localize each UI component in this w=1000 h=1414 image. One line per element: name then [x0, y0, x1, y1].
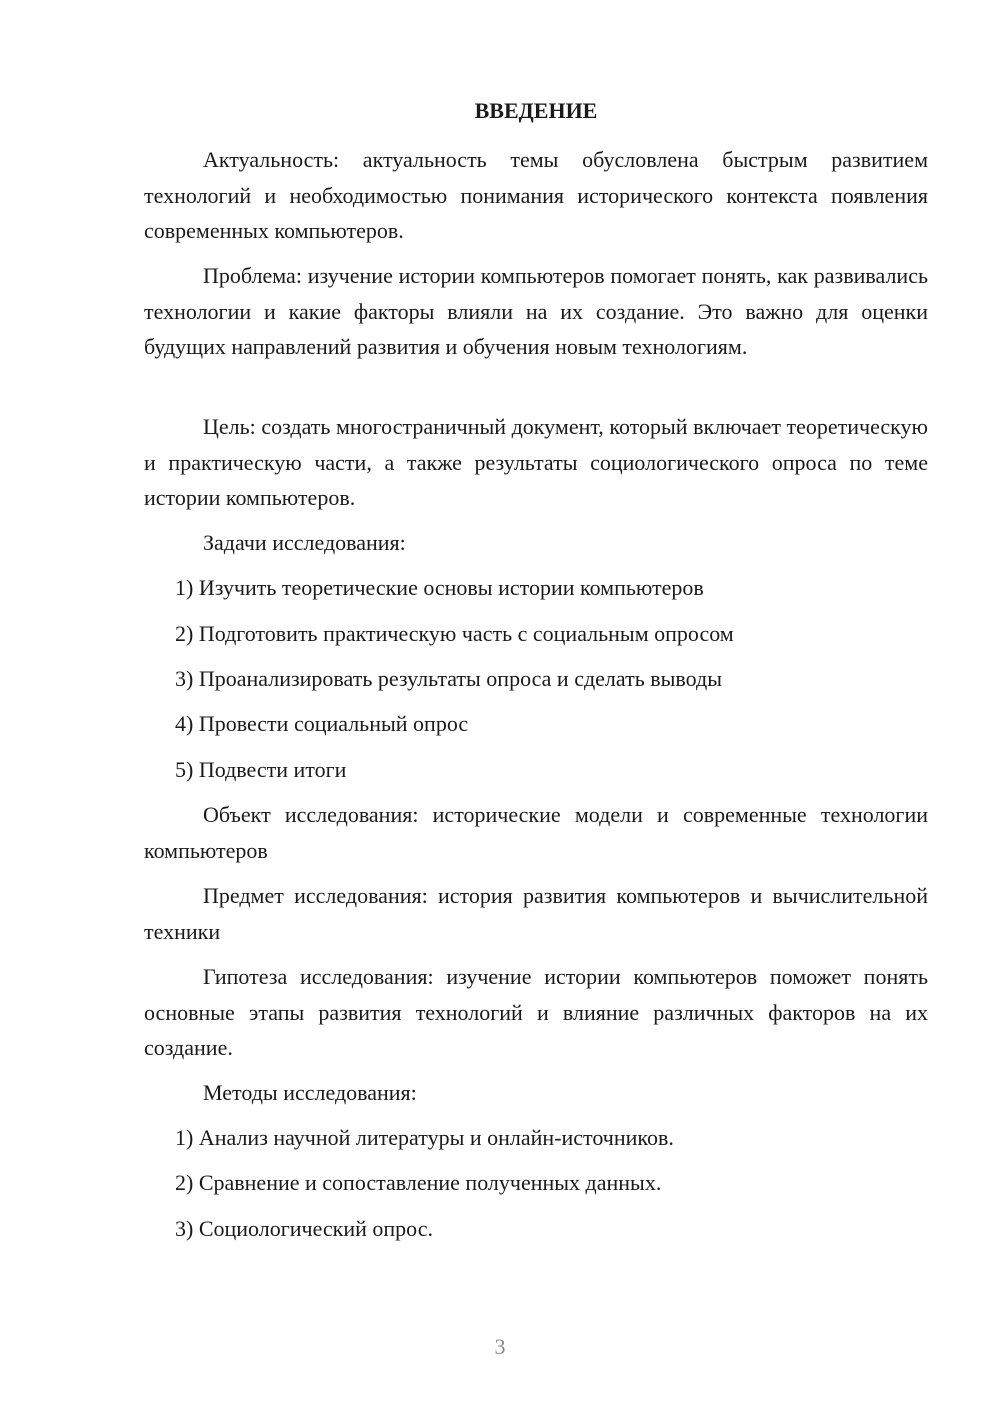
- task-item: 4) Провести социальный опрос: [175, 711, 469, 736]
- task-item: 5) Подвести итоги: [175, 757, 347, 782]
- tasks-heading: Задачи исследования:: [203, 530, 406, 555]
- method-item: 3) Социологический опрос.: [175, 1216, 433, 1241]
- problem-paragraph: Проблема: изучение истории компьютеров помогает понять, как развивались технологии и какие факторы влияли на их создание. Это важно для оценки будущих направлений развития и обучения новым технологиям.: [144, 263, 928, 359]
- method-item: 2) Сравнение и сопоставление полученных данных.: [175, 1170, 662, 1195]
- methods-heading: Методы исследования:: [203, 1080, 417, 1105]
- page-number: 3: [494, 1334, 506, 1359]
- task-item: 2) Подготовить практическую часть с социальным опросом: [175, 621, 734, 646]
- subject-paragraph: Предмет исследования: история развития компьютеров и вычислительной техники: [144, 883, 928, 944]
- page-heading: ВВЕДЕНИЕ: [474, 98, 598, 123]
- task-item: 1) Изучить теоретические основы истории компьютеров: [175, 575, 704, 600]
- relevance-paragraph: Актуальность: актуальность темы обусловлена быстрым развитием технологий и необходимостью понимания исторического контекста появления современных компьютеров.: [144, 147, 928, 243]
- hypothesis-paragraph: Гипотеза исследования: изучение истории компьютеров поможет понять основные этапы развития технологий и влияние различных факторов на их создание.: [144, 964, 928, 1060]
- method-item: 1) Анализ научной литературы и онлайн-источников.: [175, 1125, 674, 1150]
- goal-paragraph: Цель: создать многостраничный документ, который включает теоретическую и практическую части, а также результаты социологического опроса по теме истории компьютеров.: [144, 414, 928, 510]
- task-item: 3) Проанализировать результаты опроса и сделать выводы: [175, 666, 722, 691]
- object-paragraph: Объект исследования: исторические модели и современные технологии компьютеров: [144, 802, 928, 863]
